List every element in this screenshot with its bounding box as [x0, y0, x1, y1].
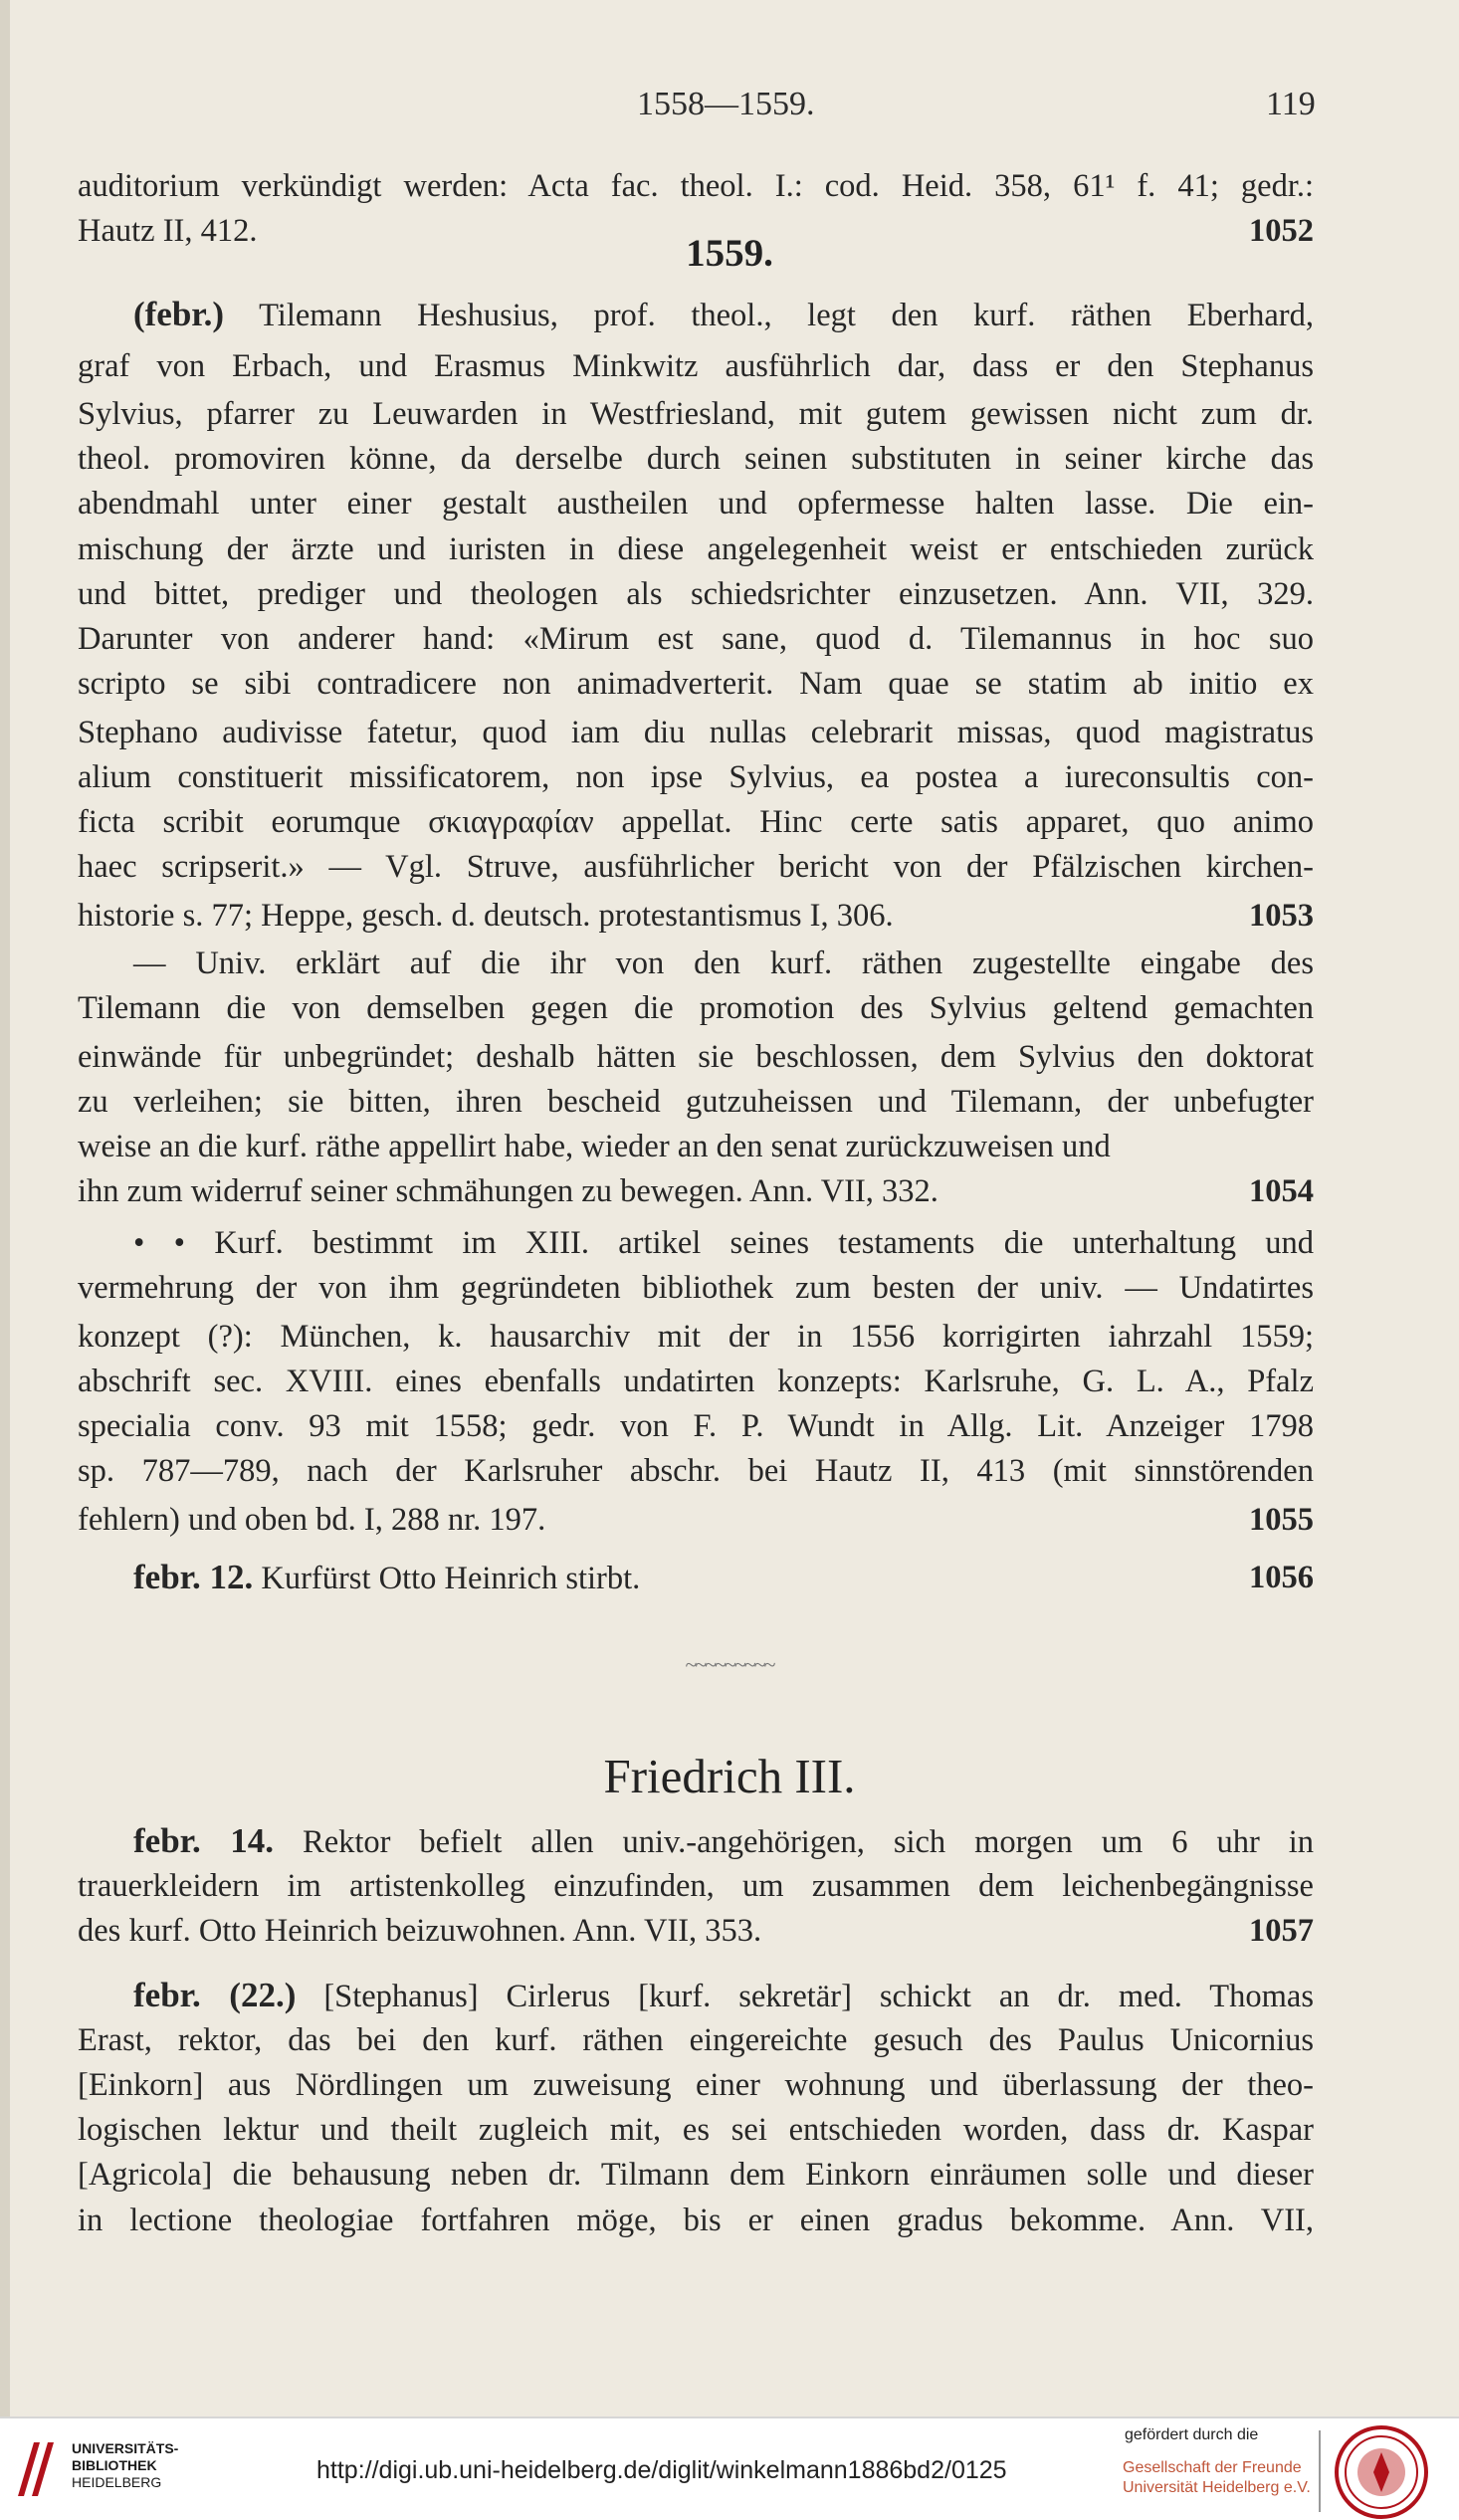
line-text: scripto se sibi contradicere non animadverterit. Nam quae se statim ab initio ex [78, 666, 1314, 702]
text-line [78, 985, 1314, 1031]
footer-bar [0, 2416, 1459, 2520]
line-text: specialia conv. 93 mit 1558; gedr. von F. P. Wundt in Allg. Lit. Anzeiger 1798 [78, 1408, 1314, 1444]
line-text: Erast, rektor, das bei den kurf. räthen eingereichte gesuch des Paulus Unicornius [78, 2022, 1314, 2058]
line-text: mischung der ärzte und iuristen in diese angelegenheit weist er entschieden zurück [78, 531, 1314, 567]
text-line [78, 208, 1314, 254]
line-text: Tilemann die von demselben gegen die promotion des Sylvius geltend gemachten [78, 990, 1314, 1026]
line-text: des kurf. Otto Heinrich beizuwohnen. Ann. VII, 353. [78, 1913, 762, 1949]
line-text: Tilemann Heshusius, prof. theol., legt den kurf. räthen Eberhard, [259, 298, 1314, 333]
line-text: Darunter von anderer hand: «Mirum est sane, quod d. Tilemannus in hoc suo [78, 621, 1314, 657]
text-line [78, 844, 1314, 890]
line-text: in lectione theologiae fortfahren möge, bis er einen gradus bekomme. Ann. VII, [78, 2203, 1314, 2238]
library-logo-icon [14, 2438, 58, 2500]
line-text: — Univ. erklärt auf die ihr von den kurf. räthen zugestellte eingabe des [133, 945, 1314, 981]
text-line [78, 2198, 1314, 2243]
line-text: ihn zum widerruf seiner schmähungen zu bewegen. Ann. VII, 332. [78, 1173, 938, 1209]
society-name [1123, 2458, 1311, 2498]
library-name-line: BIBLIOTHEK [72, 2457, 157, 2473]
entry-number: 1056 [1249, 1560, 1314, 1595]
line-text: Sylvius, pfarrer zu Leuwarden in Westfriesland, mit gutem gewissen nicht zum dr. [78, 396, 1314, 432]
text-line [78, 391, 1314, 437]
line-text: logischen lektur und theilt zugleich mit, es sei entschieden worden, dass dr. Kaspar [78, 2112, 1314, 2148]
library-name-line: UNIVERSITÄTS- [72, 2440, 179, 2456]
line-text: theol. promoviren könne, da derselbe durch seinen substituten in seiner kirche das [78, 441, 1314, 477]
text-line [78, 436, 1314, 482]
library-name-line: HEIDELBERG [72, 2474, 162, 2490]
text-line [78, 1403, 1314, 1449]
year-heading: 1559. [686, 232, 773, 275]
text-line [78, 2017, 1314, 2063]
permalink-url[interactable]: http://digi.ub.uni-heidelberg.de/diglit/winkelmann1886bd2/0125 [316, 2456, 1007, 2484]
entry-date: (febr.) [133, 295, 225, 333]
entry-number: 1055 [1249, 1502, 1314, 1538]
text-line [78, 1359, 1314, 1404]
line-text: [Agricola] die behausung neben dr. Tilmann dem Einkorn einräumen solle und dieser [78, 2157, 1314, 2193]
line-text: auditorium verkündigt werden: Acta fac. theol. I.: cod. Heid. 358, 61¹ f. 41; gedr.: [78, 168, 1314, 204]
text-line [78, 1079, 1314, 1125]
entry-number: 1052 [1249, 213, 1314, 249]
society-name-line: Universität Heidelberg e.V. [1123, 2479, 1311, 2496]
entry-date: febr. (22.) [133, 1976, 297, 2014]
text-line [78, 893, 1314, 939]
running-header-years: 1558—1559. [637, 86, 815, 122]
text-line [78, 343, 1314, 389]
text-line [78, 754, 1314, 800]
entry-date: febr. 12. [133, 1558, 254, 1596]
text-line [78, 1314, 1314, 1360]
line-text: zu verleihen; sie bitten, ihren bescheid gutzuheissen und Tilemann, der unbefugter [78, 1084, 1314, 1120]
text-line [78, 1034, 1314, 1080]
line-text: Kurfürst Otto Heinrich stirbt. [261, 1561, 641, 1596]
line-text: trauerkleidern im artistenkolleg einzufinden, um zusammen dem leichenbegängnisse [78, 1868, 1314, 1904]
text-line [78, 1555, 1314, 1600]
text-line [78, 481, 1314, 526]
text-line [78, 2152, 1314, 2198]
text-line [78, 163, 1314, 209]
line-text: graf von Erbach, und Erasmus Minkwitz ausführlich dar, dass er den Stephanus [78, 348, 1314, 384]
line-text: abendmahl unter einer gestalt austheilen und opfermesse halten lasse. Die ein- [78, 486, 1314, 522]
text-line [78, 2062, 1314, 2108]
page-number: 119 [1266, 86, 1316, 122]
text-line [78, 1863, 1314, 1909]
ornament-divider: ~~~~~~~~~ [685, 1652, 774, 1677]
library-name [72, 2440, 178, 2491]
line-text: fehlern) und oben bd. I, 288 nr. 197. [78, 1502, 546, 1538]
line-text: alium constituerit missificatorem, non ipse Sylvius, ea postea a iureconsultis con- [78, 759, 1314, 795]
section-title: Friedrich III. [603, 1749, 856, 1803]
line-text: Stephano audivisse fatetur, quod iam diu nullas celebrarit missas, quod magistratus [78, 715, 1314, 750]
text-line [78, 292, 1314, 337]
line-text: weise an die kurf. räthe appellirt habe, wieder an den senat zurückzuweisen und [78, 1129, 1111, 1164]
line-text: einwände für unbegründet; deshalb hätten sie beschlossen, dem Sylvius den doktorat [78, 1039, 1314, 1075]
society-name-line: Gesellschaft der Freunde [1123, 2459, 1302, 2476]
text-line [78, 1973, 1314, 2018]
text-line [78, 941, 1314, 986]
entry-date: febr. 14. [133, 1821, 275, 1860]
footer-divider [1319, 2430, 1321, 2512]
line-text: abschrift sec. XVIII. eines ebenfalls undatirten konzepts: Karlsruhe, G. L. A., Pfalz [78, 1364, 1314, 1399]
text-line [78, 661, 1314, 707]
text-line [78, 2107, 1314, 2153]
text-line [78, 1168, 1314, 1214]
line-text: haec scripserit.» — Vgl. Struve, ausführlicher bericht von der Pfälzischen kirchen- [78, 849, 1314, 885]
entry-number: 1057 [1249, 1913, 1314, 1949]
text-line [78, 616, 1314, 662]
university-seal-icon [1334, 2424, 1429, 2520]
text-line [78, 526, 1314, 572]
text-line [78, 1818, 1314, 1864]
entry-number: 1053 [1249, 898, 1314, 934]
line-text: [Einkorn] aus Nördlingen um zuweisung einer wohnung und überlassung der theo- [78, 2067, 1314, 2103]
line-text: Rektor befielt allen univ.-angehörigen, sich morgen um 6 uhr in [303, 1824, 1314, 1860]
line-text: Hautz II, 412. [78, 213, 258, 249]
text-line [78, 1124, 1314, 1169]
text-line [78, 1448, 1314, 1494]
line-text: historie s. 77; Heppe, gesch. d. deutsch. protestantismus I, 306. [78, 898, 894, 934]
line-text: vermehrung der von ihm gegründeten bibliothek zum besten der univ. — Undatirtes [78, 1270, 1314, 1306]
text-line [78, 799, 1314, 845]
funded-by-label: gefördert durch die [1125, 2426, 1259, 2443]
line-text: sp. 787—789, nach der Karlsruher abschr. bei Hautz II, 413 (mit sinnstörenden [78, 1453, 1314, 1489]
text-line [78, 1908, 1314, 1954]
line-text: konzept (?): München, k. hausarchiv mit der in 1556 korrigirten iahrzahl 1559; [78, 1319, 1314, 1355]
line-text: • • Kurf. bestimmt im XIII. artikel seines testaments die unterhaltung und [133, 1225, 1314, 1261]
line-text: ficta scribit eorumque σκιαγραφίαν appellat. Hinc certe satis apparet, quo animo [78, 804, 1314, 840]
line-text: und bittet, prediger und theologen als schiedsrichter einzusetzen. Ann. VII, 329. [78, 576, 1314, 612]
text-line [78, 710, 1314, 755]
line-text: [Stephanus] Cirlerus [kurf. sekretär] schickt an dr. med. Thomas [323, 1979, 1314, 2014]
text-line [78, 1220, 1314, 1266]
entry-number: 1054 [1249, 1173, 1314, 1209]
text-line [78, 1497, 1314, 1543]
text-line [78, 1265, 1314, 1311]
text-line [78, 571, 1314, 617]
